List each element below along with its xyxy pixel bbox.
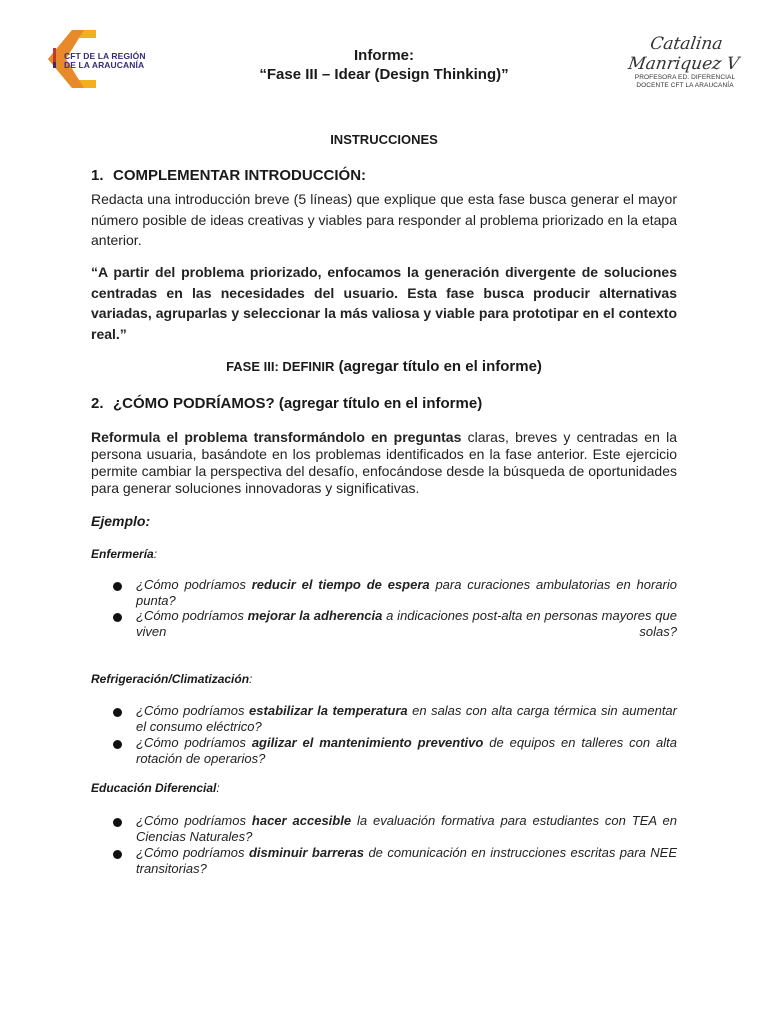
group-label-text: Enfermería xyxy=(91,547,154,561)
section-1-title: COMPLEMENTAR INTRODUCCIÓN: xyxy=(113,167,367,184)
item-prefix: ¿Cómo podríamos xyxy=(136,608,248,623)
bullet-icon xyxy=(113,613,122,622)
signature-org: DOCENTE CFT LA ARAUCANÍA xyxy=(636,82,734,89)
title-line-2: “Fase III – Idear (Design Thinking)” xyxy=(259,66,509,83)
group-label-colon: : xyxy=(216,781,220,795)
section-2-heading xyxy=(91,395,483,412)
item-suffix: de comunicación en instrucciones escritas para NEE transitorias? xyxy=(136,845,678,876)
signature-role: PROFESORA ED. DIFERENCIAL xyxy=(634,74,736,81)
group-label-colon: : xyxy=(249,672,253,686)
group-label-text: Educación Diferencial xyxy=(91,781,217,795)
phase-title xyxy=(0,358,768,375)
item-bold: disminuir barreras xyxy=(248,845,364,860)
list-item xyxy=(136,813,677,844)
list-item xyxy=(136,608,677,639)
bullet-icon xyxy=(113,818,122,827)
item-suffix: la evaluación formativa para estudiantes con TEA en Ciencias Naturales? xyxy=(136,813,677,844)
section-2-text-rest: claras, breves y centradas en la persona usuaria, basándote en los problemas identificados en la fase anterior. Este ejercicio permite cambiar la perspectiva del desafío, enfocándose desde la búsqueda de oportunidades para generar soluciones innovadoras y significativas. xyxy=(91,429,677,496)
item-bold: hacer accesible xyxy=(251,813,352,828)
phase-title-main: FASE III: DEFINIR xyxy=(226,359,335,374)
bullet-icon xyxy=(113,582,122,591)
item-suffix: en salas con alta carga térmica sin aumentar el consumo eléctrico? xyxy=(136,703,677,734)
author-signature xyxy=(600,34,768,90)
list-item xyxy=(136,577,677,608)
item-prefix: ¿Cómo podríamos xyxy=(136,813,252,828)
title-line-1: Informe: xyxy=(354,47,414,64)
list-item xyxy=(136,703,677,734)
section-1-number: 1. xyxy=(91,167,104,184)
group-label-colon: : xyxy=(153,547,158,561)
item-bold: agilizar el mantenimiento preventivo xyxy=(251,735,484,750)
bullet-icon xyxy=(113,708,122,717)
logo-text-line-1: CFT DE LA REGIÓN xyxy=(64,51,146,61)
instructions-heading: INSTRUCCIONES xyxy=(330,132,438,147)
item-suffix: a indicaciones post-alta en personas mayores que viven solas? xyxy=(136,608,677,639)
item-suffix: de equipos en talleres con alta rotación de operarios? xyxy=(136,735,677,766)
item-bold: mejorar la adherencia xyxy=(247,608,383,623)
section-2-title: ¿CÓMO PODRÍAMOS? (agregar título en el informe) xyxy=(113,395,483,412)
section-2-text xyxy=(91,429,677,497)
section-1-quote: “A partir del problema priorizado, enfocamos la generación divergente de soluciones centradas en las necesidades del usuario. Esta fase busca producir alternativas variadas, agruparlas y seleccionar la más valiosa y viable para prototipar en el contexto real.” xyxy=(91,264,677,342)
item-prefix: ¿Cómo podríamos xyxy=(136,735,252,750)
item-bold: reducir el tiempo de espera xyxy=(251,577,430,592)
group-label-enfermeria xyxy=(91,547,157,561)
section-2-number: 2. xyxy=(91,395,104,412)
bullet-icon xyxy=(113,850,122,859)
bullet-icon xyxy=(113,740,122,749)
list-item xyxy=(136,845,677,876)
item-prefix: ¿Cómo podríamos xyxy=(136,845,249,860)
group-label-educacion xyxy=(91,781,220,795)
section-2-text-bold: Reformula el problema transformándolo en preguntas xyxy=(91,429,462,445)
item-prefix: ¿Cómo podríamos xyxy=(136,577,252,592)
group-label-refrigeracion xyxy=(91,672,252,686)
section-1-heading xyxy=(91,167,367,184)
signature-name: Catalina Manriquez V xyxy=(626,34,741,74)
list-item xyxy=(136,735,677,766)
item-suffix: para curaciones ambulatorias en horario punta? xyxy=(136,577,677,608)
group-label-text: Refrigeración/Climatización xyxy=(91,672,250,686)
example-label: Ejemplo: xyxy=(91,513,151,529)
phase-title-note: (agregar título en el informe) xyxy=(334,358,542,375)
item-prefix: ¿Cómo podríamos xyxy=(136,703,250,718)
section-1-text: Redacta una introducción breve (5 líneas) que explique que esta fase busca generar el mayor número posible de ideas creativas y viables para responder al problema priorizado en la etapa anterior. xyxy=(91,191,677,248)
logo-text-line-2: DE LA ARAUCANÍA xyxy=(64,60,145,70)
item-bold: estabilizar la temperatura xyxy=(249,703,408,718)
